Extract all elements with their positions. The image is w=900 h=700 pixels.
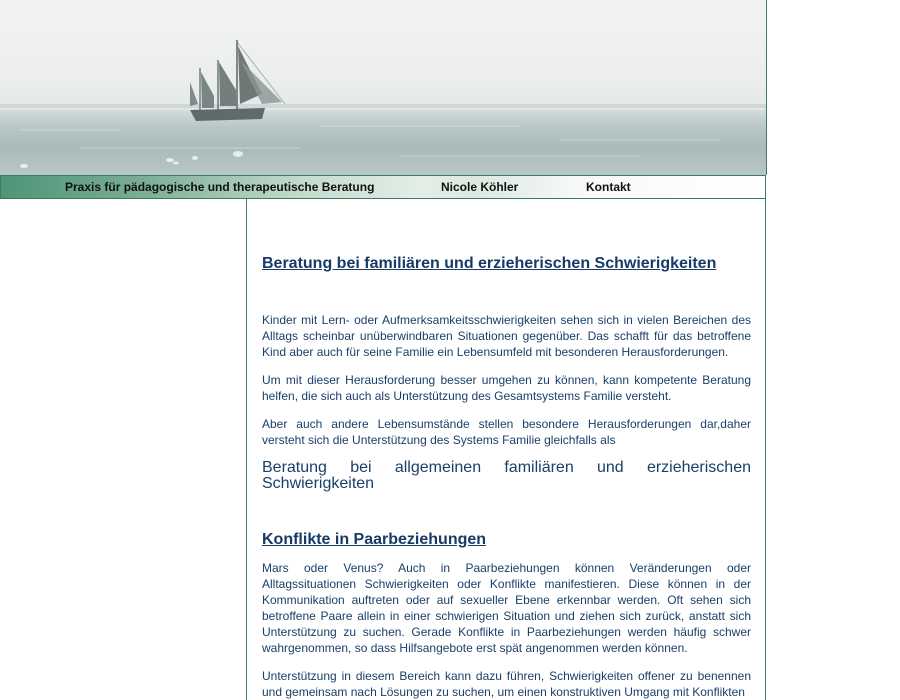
main-navigation: [0, 175, 766, 199]
heading-couple-conflicts: Konflikte in Paarbeziehungen: [262, 531, 487, 548]
paragraph-general-counseling: Beratung bei allgemeinen familiären und erzieherischen Schwierigkeiten: [262, 459, 751, 492]
heading-family-counseling: Beratung bei familiären und erzieherischen Schwierigkeiten: [262, 255, 717, 272]
nav-link-kontakt[interactable]: Kontakt: [586, 180, 631, 194]
main-content: [246, 199, 766, 700]
paragraph-counseling-help: Um mit dieser Herausforderung besser umgehen zu können, kann kompetente Beratung helfen, die sich auch als Unterstützung des Gesamtsystems Familie versteht.: [262, 373, 751, 403]
paragraph-support-area: Unterstützung in diesem Bereich kann dazu führen, Schwierigkeiten offener zu benennen und gemeinsam nach Lösungen zu suchen, um einen konstruktiven Umgang mit Konflikten: [262, 669, 751, 699]
paragraph-children-learning: Kinder mit Lern- oder Aufmerksamkeitsschwierigkeiten sehen sich in vielen Bereichen des Alltags scheinbar unüberwindbaren Situationen gegenüber. Das schafft für das betroffene Kind aber auch für seine Familie ein Lebensumfeld mit besonderen Herausforderungen.: [262, 313, 751, 359]
header-banner: [0, 0, 767, 175]
paragraph-life-circumstances: Aber auch andere Lebensumstände stellen besondere Herausforderungen dar,daher versteht sich die Unterstützung des Systems Familie gleichfalls als: [262, 417, 751, 447]
nav-link-nicole-koehler[interactable]: Nicole Köhler: [441, 180, 519, 194]
sailing-ship-image: [0, 0, 766, 175]
paragraph-mars-venus: Mars oder Venus? Auch in Paarbeziehungen können Veränderungen oder Alltagssituationen Schwierigkeiten oder Konflikte manifestieren. Diese können in der Kommunikation auftreten oder auf sexueller Ebene erkennbar werden. Oft sehen sich betroffene Paare allein in einer schwierigen Situation und ziehen sich zurück, anstatt sich Unterstützung zu suchen. Gerade Konflikte in Paarbeziehungen werden häufig schwer wahrgenommen, so dass Hilfsangebote erst spät angenommen werden können.: [262, 561, 751, 655]
nav-link-praxis[interactable]: Praxis für pädagogische und therapeutische Beratung: [65, 180, 375, 194]
